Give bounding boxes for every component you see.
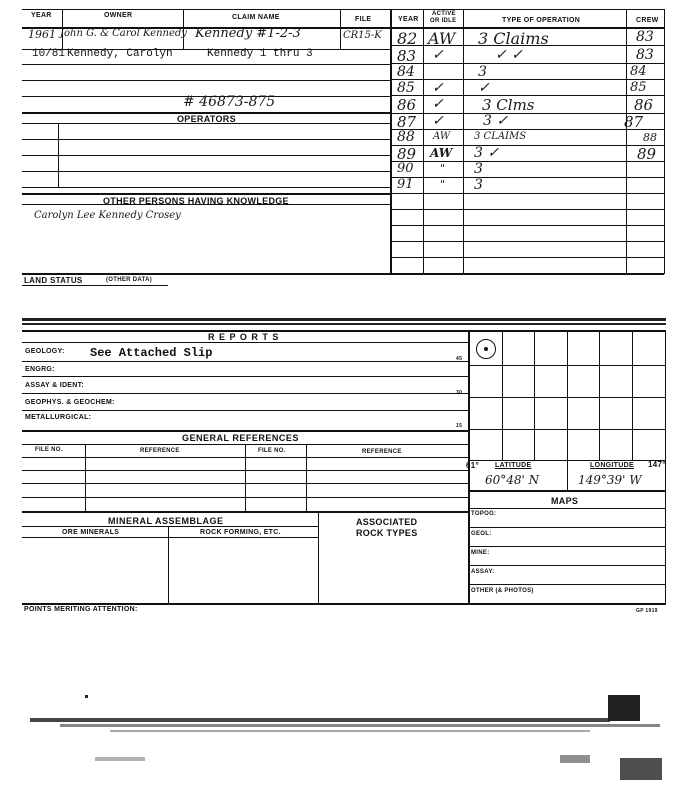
latitude-value: 60°48' N [485,473,540,487]
geophys-label: GEOPHYS. & GEOCHEM: [25,399,115,406]
op-type: 3 Clms [482,96,535,114]
maps-mine: MINE: [471,550,490,556]
owner-entry-2-year: 10/81 [32,48,66,60]
land-status-sub: (OTHER DATA) [106,277,153,283]
latitude-label: LATITUDE [495,462,532,469]
owner-entry-2-owner: Kennedy, Carolyn [67,48,173,60]
op-year: 87 [397,113,417,131]
active-idle-header-1: ACTIVE [432,11,456,17]
margin-15: 15 [456,423,463,429]
other-persons-title: OTHER PERSONS HAVING KNOWLEDGE [103,196,289,206]
mineral-assemblage-title: MINERAL ASSEMBLAGE [108,516,224,526]
op-crew: 87 [624,113,644,131]
ore-minerals-header: ORE MINERALS [62,529,120,536]
operator-number: # 46873-875 [183,94,276,110]
op-year: 90 [397,161,414,176]
op-status: ✓ [432,47,444,63]
op-status: AW [430,146,453,160]
op-type: 3 [474,177,483,193]
op-type: 3 ✓ [483,113,509,129]
op-status: " [440,178,446,191]
points-meriting-attention: POINTS MERITING ATTENTION: [24,606,138,613]
year-header: YEAR [31,12,52,19]
active-idle-header-2: OR IDLE [430,18,457,24]
op-status: ✓ [432,113,444,129]
op-crew: 88 [643,131,657,144]
general-references-title: GENERAL REFERENCES [182,433,299,443]
geology-value: See Attached Slip [90,346,213,360]
owner-header: OWNER [104,12,133,19]
operators-title: OPERATORS [177,114,236,124]
lon-margin: 147° [648,460,666,469]
year2-header: YEAR [398,16,419,23]
claim-name-header: CLAIM NAME [232,14,280,21]
op-crew: 83 [636,47,654,63]
op-crew: 85 [630,80,647,95]
associated-rock-types-2: ROCK TYPES [356,528,418,538]
op-type: 3 [478,64,487,80]
ref-file-no-2: FILE NO. [258,448,286,454]
assay-ident-label: ASSAY & IDENT: [25,382,85,389]
maps-topog: TOPOG: [471,511,497,517]
op-year: 85 [397,80,415,96]
engrg-label: ENGRG: [25,366,55,373]
crew-header: CREW [636,17,659,24]
reports-title: R E P O R T S [208,332,280,342]
rock-forming-header: ROCK FORMING, ETC. [200,529,281,536]
land-status-title: LAND STATUS [24,276,83,285]
form-number: GP 1919 [636,608,658,614]
op-status: AW [433,131,451,142]
op-status: AW [428,29,456,48]
longitude-label: LONGITUDE [590,462,634,469]
owner-entry-1-claim: Kennedy #1-2-3 [195,26,301,41]
op-crew: 86 [634,96,654,114]
associated-rock-types-1: ASSOCIATED [356,517,418,527]
file-header: FILE [355,16,372,23]
op-type: 3 ✓ [474,145,500,161]
op-year: 83 [397,47,417,65]
ref-file-no-1: FILE NO. [35,447,63,453]
maps-assay: ASSAY: [471,569,495,575]
owner-entry-1-year: 1961 [28,28,56,41]
owner-entry-1-owner: John G. & Carol Kennedy [60,28,187,39]
owner-entry-2-claim: Kennedy 1 thru 3 [207,48,313,60]
geology-label: GEOLOGY: [25,348,65,355]
op-year: 88 [397,129,415,145]
op-year: 86 [397,96,417,114]
location-circle-marker [476,339,496,359]
op-type: ✓ [478,80,490,96]
op-status: ✓ [432,80,444,96]
op-crew: 84 [630,64,647,79]
maps-geol: GEOL: [471,531,492,537]
type-of-operation-header: TYPE OF OPERATION [502,17,581,24]
margin-30: 30 [456,390,463,396]
op-type: 3 [474,161,483,177]
longitude-value: 149°39' W [578,473,642,487]
ref-reference-1: REFERENCE [140,448,180,454]
op-status: " [440,162,446,175]
op-year: 84 [397,64,415,80]
lat-margin: 61° [466,461,479,470]
op-crew: 89 [637,145,657,163]
metallurgical-label: METALLURGICAL: [25,414,92,421]
op-status: ✓ [432,96,444,112]
owner-entry-1-file: CR15-K [343,30,382,41]
op-year: 82 [397,29,418,48]
op-crew: 83 [636,29,654,45]
maps-title: MAPS [551,496,579,506]
op-type: 3 CLAIMS [474,131,527,142]
op-type: ✓ ✓ [495,47,523,63]
maps-other: OTHER (& PHOTOS) [471,588,534,594]
op-year: 91 [397,177,414,192]
margin-45: 45 [456,356,463,362]
op-type: 3 Claims [478,29,549,48]
ref-reference-2: REFERENCE [362,449,402,455]
op-year: 89 [397,145,417,163]
other-persons-value: Carolyn Lee Kennedy Crosey [34,210,181,221]
